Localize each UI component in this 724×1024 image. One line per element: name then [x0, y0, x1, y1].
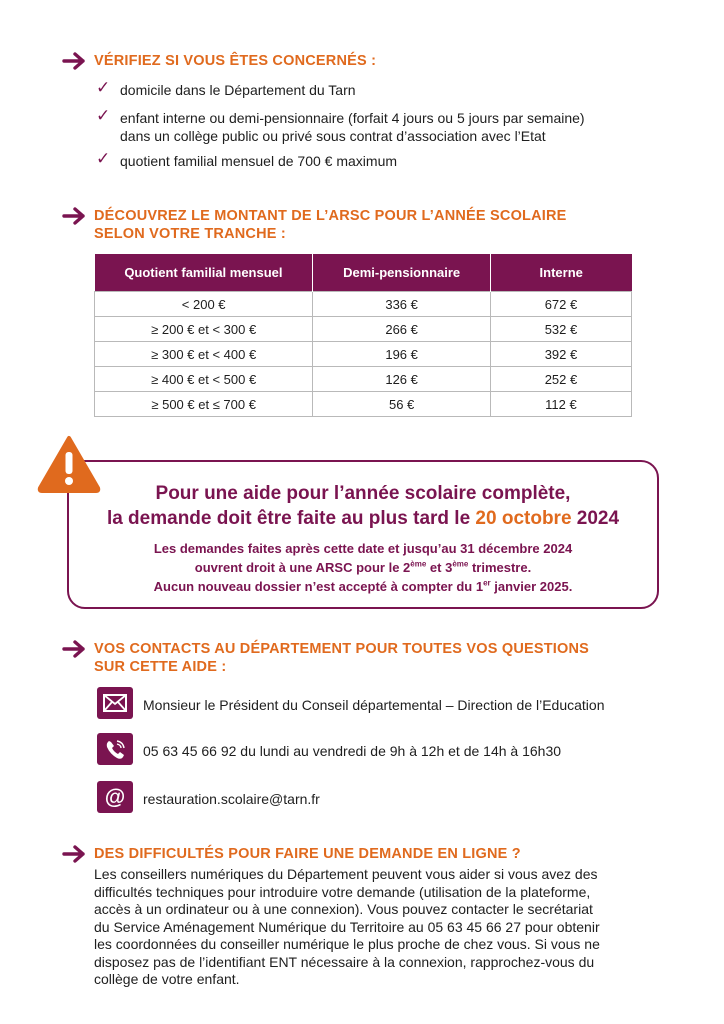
section-heading-amount: [94, 207, 567, 243]
notice-text-line3: [67, 577, 659, 596]
notice-text-line1: Les demandes faites après cette date et jusqu’au 31 décembre 2024: [153, 541, 573, 556]
eligibility-item: quotient familial mensuel de 700 € maximum: [120, 153, 398, 169]
online-help-paragraph: [94, 866, 654, 989]
contact-email[interactable]: restauration.scolaire@tarn.fr: [143, 791, 320, 807]
table-row: [95, 367, 632, 392]
table-cell: 266 €: [313, 317, 491, 342]
notice-title-line2: [67, 506, 659, 531]
paragraph-line: Les conseillers numériques du Département peuvent vous aider si vous avez des: [94, 866, 598, 882]
eligibility-item-continued: dans un collège public ou privé sous contrat d’association avec l’Etat: [120, 128, 546, 144]
section-heading-eligibility: VÉRIFIEZ SI VOUS ÊTES CONCERNÉS :: [94, 53, 377, 69]
section-heading-contacts-line2: SUR CETTE AIDE :: [94, 659, 227, 675]
notice-text-superscript: er: [483, 578, 491, 588]
table-cell: 196 €: [313, 342, 491, 367]
table-cell: ≥ 400 € et < 500 €: [95, 367, 313, 392]
contact-postal: Monsieur le Président du Conseil départemental – Direction de l’Education: [143, 697, 605, 713]
paragraph-line: disposez pas de l’identifiant ENT nécessaire à la connexion, rapprochez-vous du: [94, 953, 595, 970]
table-cell: 112 €: [490, 392, 631, 417]
table-cell: 336 €: [313, 292, 491, 317]
table-cell: 392 €: [490, 342, 631, 367]
column-header-quotient: Quotient familial mensuel: [95, 254, 313, 292]
notice-text-fragment: et 3: [426, 560, 453, 575]
table-cell: 56 €: [313, 392, 491, 417]
paragraph-line: du Service Aménagement Numérique du Territoire au 05 63 45 66 27 pour obtenir: [94, 918, 600, 935]
checkmark-icon: ✓: [96, 78, 111, 97]
arsc-amount-table: [94, 254, 632, 417]
arrow-right-icon: [62, 51, 88, 71]
column-header-boarder: Interne: [490, 254, 631, 292]
notice-text-superscript: ème: [452, 559, 469, 569]
notice-text-fragment: ouvrent droit à une ARSC pour le 2: [194, 560, 411, 575]
table-cell: 126 €: [313, 367, 491, 392]
table-row: [95, 392, 632, 417]
arrow-right-icon: [62, 844, 88, 864]
notice-text-superscript: ème: [410, 559, 427, 569]
notice-deadline-year: 2024: [571, 508, 620, 529]
table-cell: 532 €: [490, 317, 631, 342]
notice-text-fragment: trimestre.: [468, 560, 532, 575]
svg-text:@: @: [104, 786, 126, 809]
at-sign-icon: [97, 781, 133, 813]
paragraph-line: accès à un ordinateur ou à une connexion). Vous pouvez contacter le secrétariat: [94, 901, 593, 917]
arrow-right-icon: [62, 206, 88, 226]
table-row: [95, 292, 632, 317]
eligibility-item: enfant interne ou demi-pensionnaire (forfait 4 jours ou 5 jours par semaine): [120, 110, 585, 126]
checkmark-icon: ✓: [96, 149, 111, 168]
section-heading-amount-line2: SELON VOTRE TRANCHE :: [94, 226, 286, 242]
table-cell: ≥ 200 € et < 300 €: [95, 317, 313, 342]
notice-text-line2: [67, 558, 659, 577]
table-cell: 252 €: [490, 367, 631, 392]
column-header-half-board: Demi-pensionnaire: [313, 254, 491, 292]
section-heading-contacts-line1: VOS CONTACTS AU DÉPARTEMENT POUR TOUTES VOS QUESTIONS: [94, 641, 590, 657]
notice-deadline-date: 20 octobre: [475, 508, 572, 529]
notice-text-fragment: Aucun nouveau dossier n’est accepté à compter du 1: [153, 579, 484, 594]
section-heading-contacts: [94, 640, 589, 676]
notice-text-fragment: janvier 2025.: [490, 579, 573, 594]
eligibility-item: domicile dans le Département du Tarn: [120, 82, 356, 98]
envelope-icon: [97, 687, 133, 719]
section-heading-online-help: DES DIFFICULTÉS POUR FAIRE UNE DEMANDE EN LIGNE ?: [94, 846, 521, 862]
table-cell: < 200 €: [95, 292, 313, 317]
contact-phone: 05 63 45 66 92 du lundi au vendredi de 9h à 12h et de 14h à 16h30: [143, 743, 562, 759]
paragraph-line: collège de votre enfant.: [94, 971, 240, 987]
phone-icon: [97, 733, 133, 765]
table-cell: 672 €: [490, 292, 631, 317]
table-header-row: [95, 254, 632, 292]
paragraph-line: les coordonnées du conseiller numérique le plus proche de chez vous. Si vous ne: [94, 936, 600, 952]
table-cell: ≥ 500 € et ≤ 700 €: [95, 392, 313, 417]
section-heading-amount-line1: DÉCOUVREZ LE MONTANT DE L’ARSC POUR L’ANNÉE SCOLAIRE: [94, 208, 567, 224]
checkmark-icon: ✓: [96, 106, 111, 125]
table-cell: ≥ 300 € et < 400 €: [95, 342, 313, 367]
table-row: [95, 342, 632, 367]
arrow-right-icon: [62, 639, 88, 659]
notice-title-line1: Pour une aide pour l’année scolaire complète,: [155, 483, 571, 504]
paragraph-line: difficultés techniques pour introduire votre demande (utilisation de la plateforme,: [94, 883, 591, 900]
notice-title-deadline-text: la demande doit être faite au plus tard le: [106, 508, 476, 529]
table-row: [95, 317, 632, 342]
